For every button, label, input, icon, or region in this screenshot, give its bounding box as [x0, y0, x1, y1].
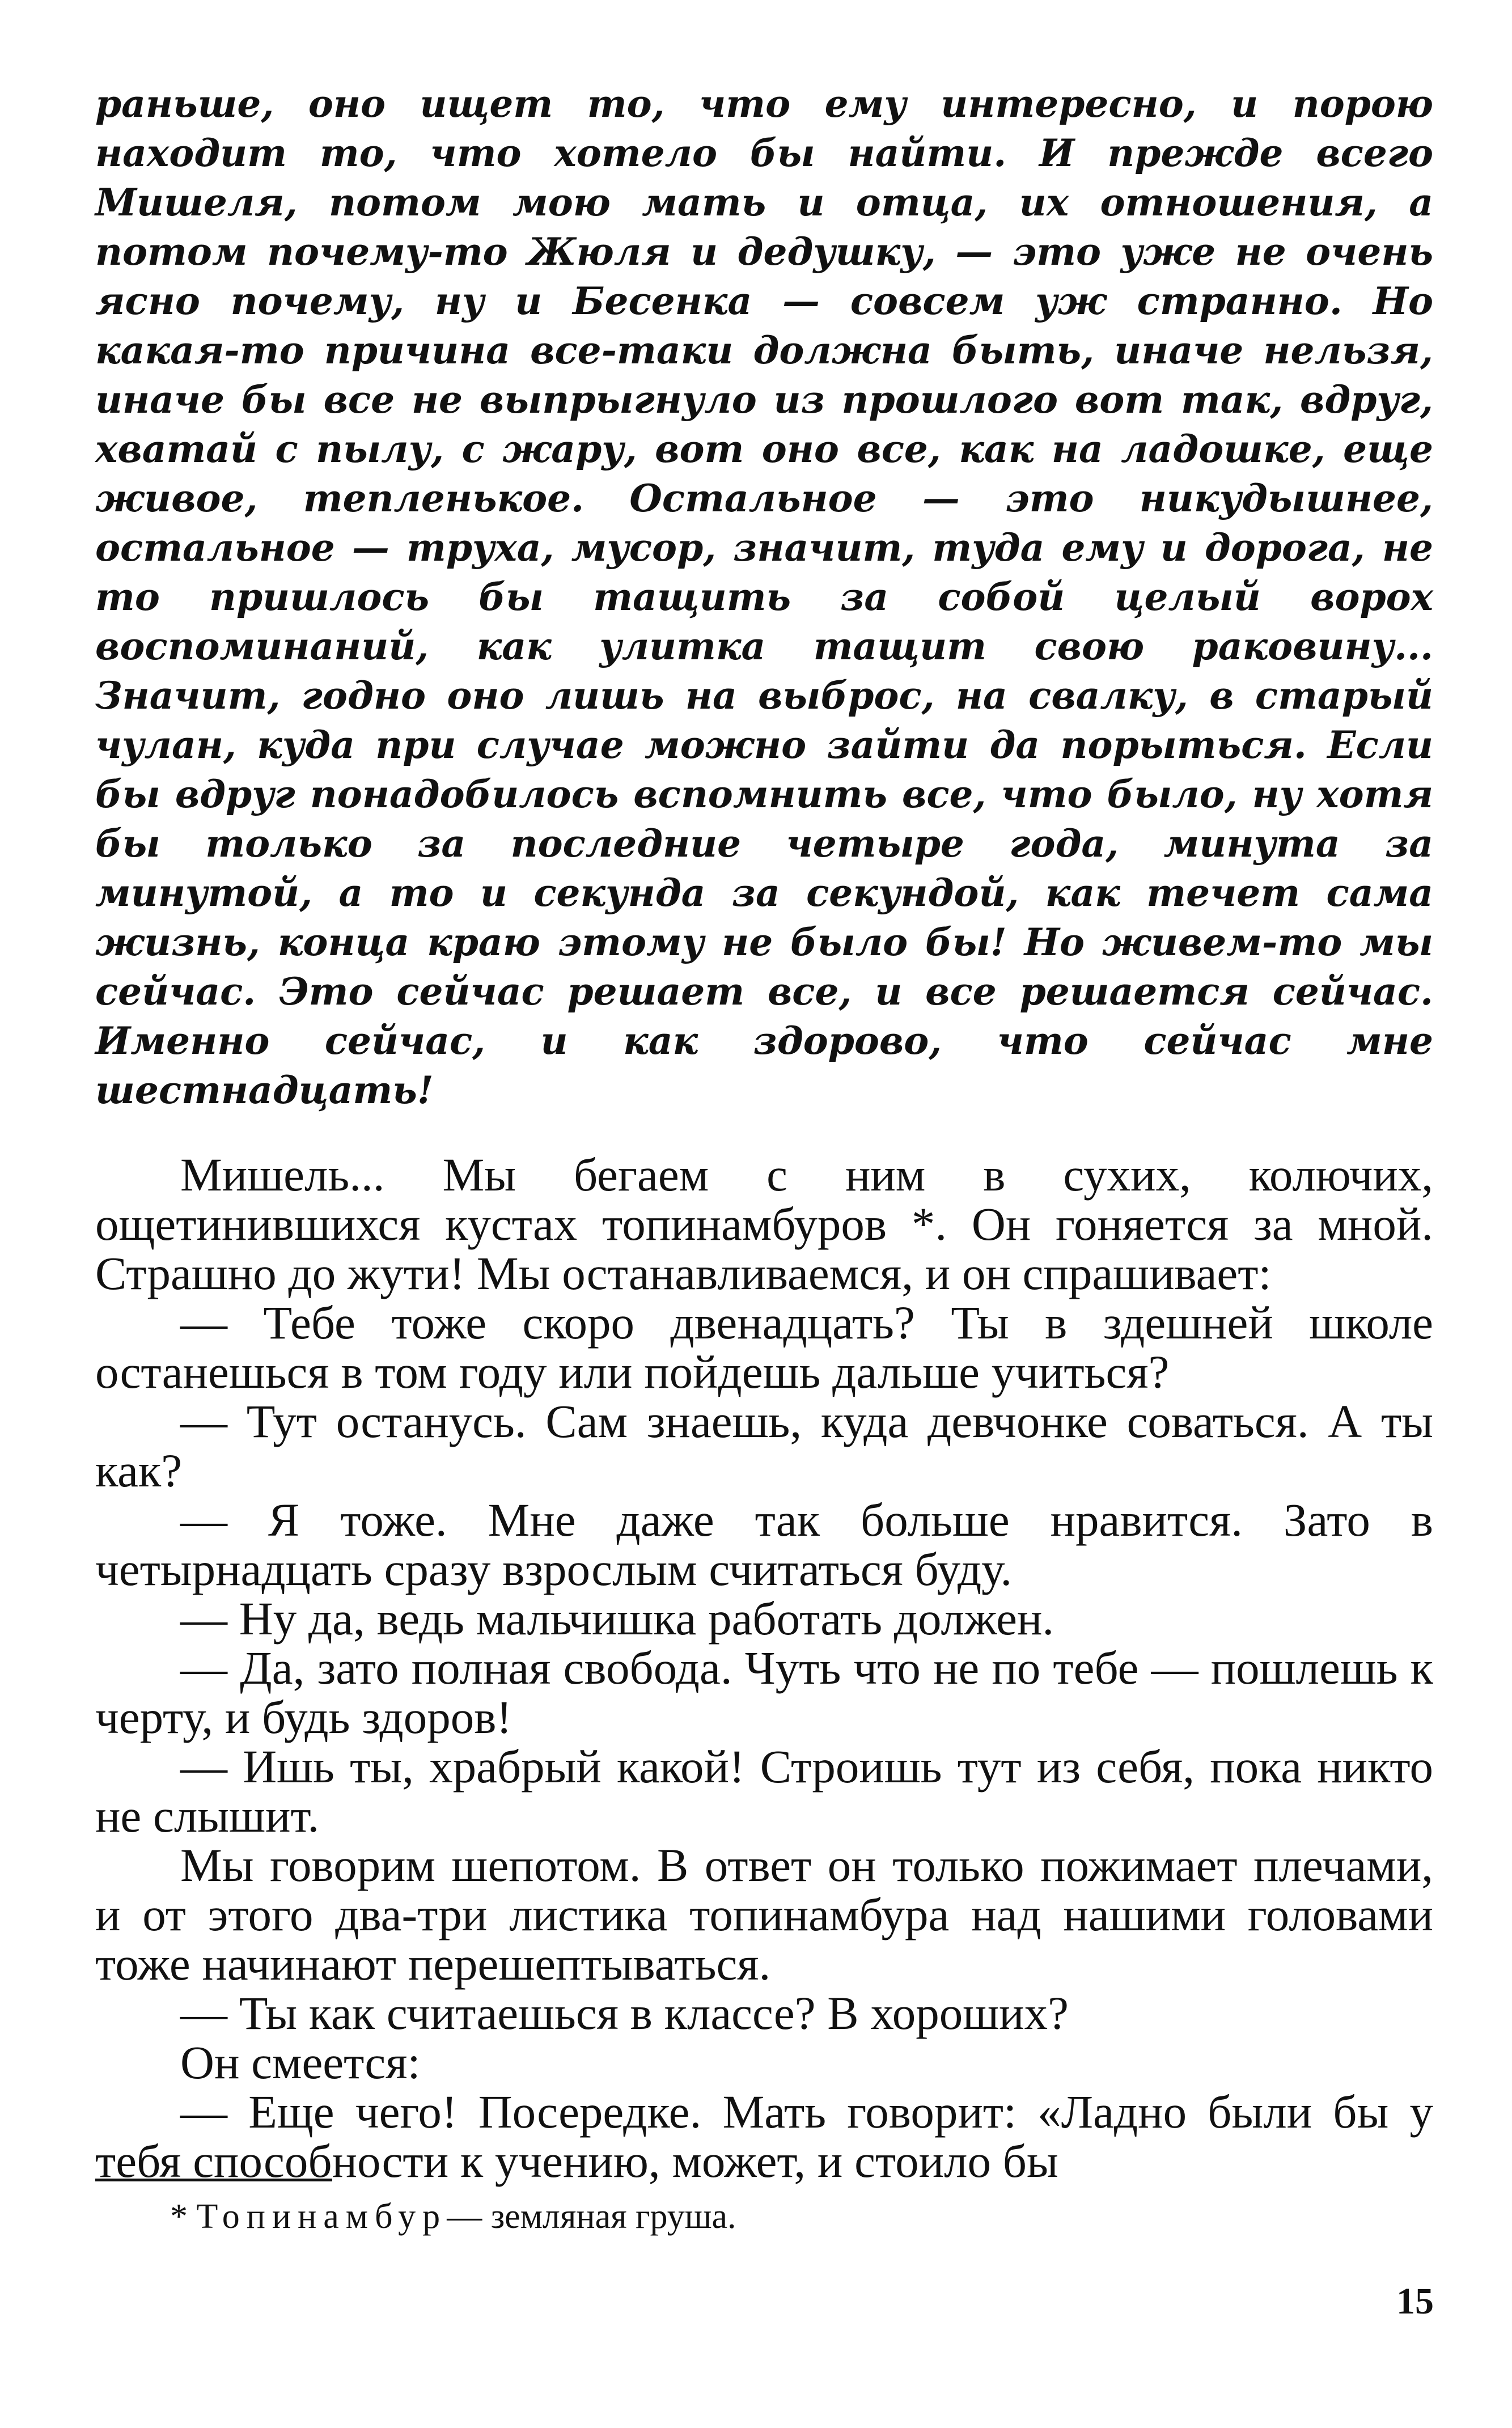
- paragraph: Он смеется:: [180, 2036, 421, 2088]
- footnote-text: — земляная груша.: [447, 2197, 736, 2236]
- paragraph: — Еще чего! Посередке. Мать говорит: «Ладно были бы у тебя способности к учению, может, и стоило бы: [95, 2086, 1433, 2187]
- paragraph: — Да, зато полная свобода. Чуть что не по тебе — пошлешь к черту, и будь здоров!: [95, 1642, 1433, 1743]
- paragraph: — Ишь ты, храбрый какой! Строишь тут из себя, пока никто не слышит.: [95, 1740, 1433, 1842]
- footnote-marker: *: [170, 2197, 188, 2236]
- italic-paragraph: раньше, оно ищет то, что ему интересно, и порою находит то, что хотело бы найти. И прежде всего Мишеля, потом мою мать и отца, их отношения, а потом почему-то Жюля и дедушку, — это уже не очень ясно почему, ну и Бесенка — совсем уж странно. Но какая-то причина все-таки должна быть, иначе нельзя, иначе бы все не выпрыгнуло из прошлого вот так, вдруг, хватай с пылу, с жару, вот оно все, как на ладошке, еще живое, тепленькое. Остальное — это никудышнее, остальное — труха, мусор, значит, туда ему и дорога, не то пришлось бы тащить за собой целый ворох воспоминаний, как улитка тащит свою раковину... Значит, годно оно лишь на выброс, на свалку, в старый чулан, куда при случае можно зайти да порыться. Если бы вдруг понадобилось вспомнить все, что было, ну хотя бы только за последние четыре года, минута за минутой, а то и секунда за секундой, как течет сама жизнь, конца краю этому не было бы! Но живем-то мы сейчас. Это сейчас решает все, и все решается сейчас. Именно сейчас, и как здорово, что сейчас мне шестнадцать!: [95, 82, 1433, 1112]
- paragraph: Мы говорим шепотом. В ответ он только пожимает плечами, и от этого два-три листика топинамбура над нашими головами тоже начинают перешептываться.: [95, 1839, 1433, 1990]
- footnote-divider: [95, 2179, 332, 2181]
- dialogue-section: [95, 1150, 1433, 2186]
- italic-passage: [95, 79, 1433, 1115]
- book-page: [95, 79, 1433, 2186]
- footnote: [170, 2194, 736, 2239]
- paragraph: — Ты как считаешься в классе? В хороших?: [180, 1987, 1069, 2039]
- paragraph: — Тебе тоже скоро двенадцать? Ты в здешней школе останешься в том году или пойдешь дальше учиться?: [95, 1296, 1433, 1398]
- paragraph: — Ну да, ведь мальчишка работать должен.: [180, 1592, 1054, 1645]
- footnote-term: Топинамбур: [196, 2197, 447, 2236]
- page-number: 15: [1396, 2281, 1434, 2322]
- paragraph: Мишель... Мы бегаем с ним в сухих, колючих, ощетинившихся кустах топинамбуров *. Он гоняется за мной. Страшно до жути! Мы останавливаемся, и он спрашивает:: [95, 1149, 1433, 1299]
- paragraph: — Я тоже. Мне даже так больше нравится. Зато в четырнадцать сразу взрослым считаться буду.: [95, 1494, 1433, 1595]
- paragraph: — Тут останусь. Сам знаешь, куда девчонке соваться. А ты как?: [95, 1395, 1433, 1497]
